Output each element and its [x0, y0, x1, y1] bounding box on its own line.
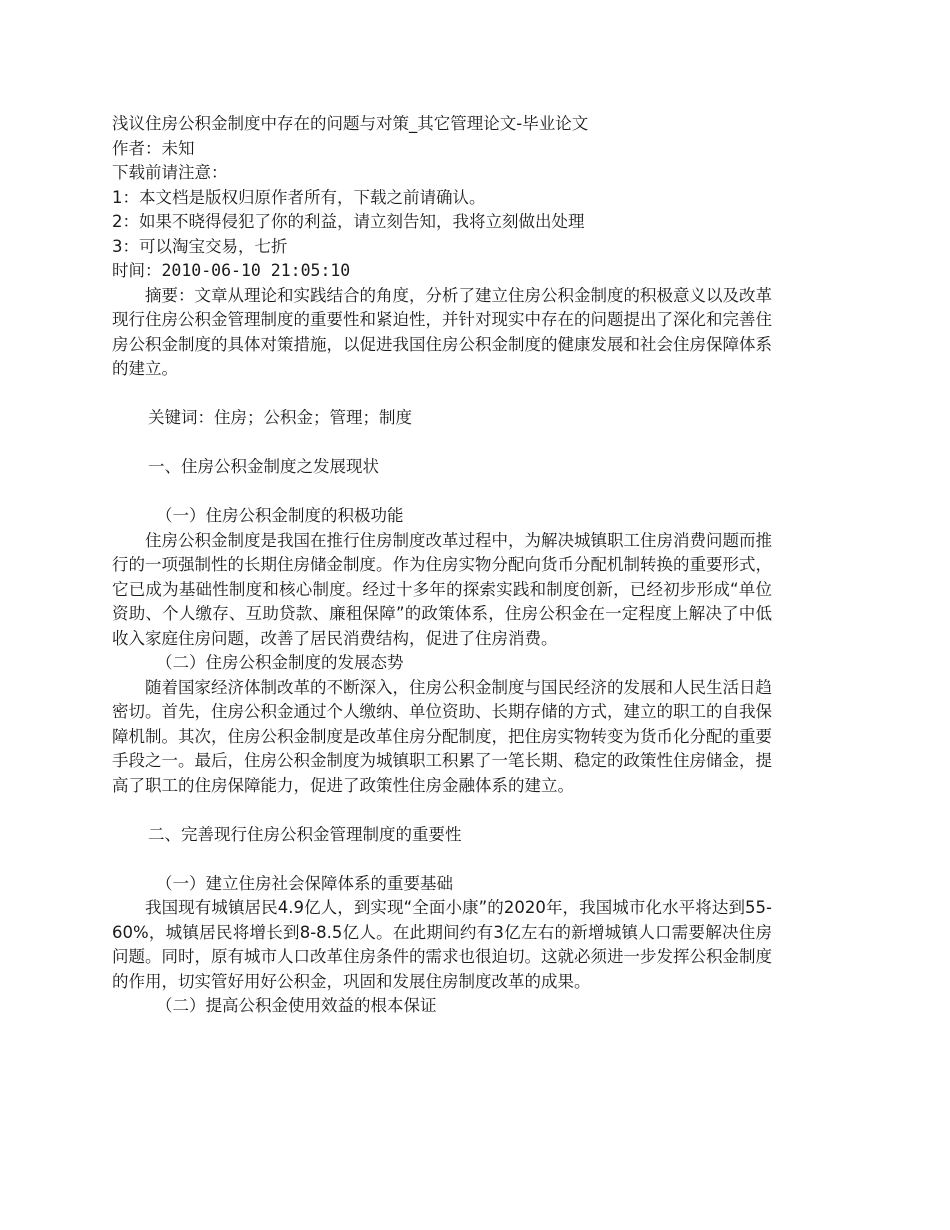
notice-item-1: 1：本文档是版权归原作者所有，下载之前请确认。: [112, 187, 486, 207]
spacer: [112, 798, 772, 823]
notice-item-3: 3：可以淘宝交易，七折: [112, 236, 288, 256]
spacer: [112, 847, 772, 872]
timestamp-line: 时间：2010-06-10 21:05:10: [112, 261, 351, 280]
document-title: 浅议住房公积金制度中存在的问题与对策_其它管理论文-毕业论文: [112, 114, 589, 133]
author-line: 作者：未知: [112, 138, 195, 158]
body-paragraph-2-1: 我国现有城镇居民4.9亿人，到实现“全面小康”的2020年，我国城市化水平将达到55-60%，城镇居民将增长到8-8.5亿人。在此期间约有3亿左右的新增城镇人口需要解决住房问题。同时，原有城市人口改革住房条件的需求也很迫切。这就必须进一步发挥公积金制度的作用，切实管好用好公积金，巩固和发展住房制度改革的成果。: [112, 898, 772, 991]
notice-item-2: 2：如果不晓得侵犯了你的利益，请立刻告知，我将立刻做出处理: [112, 212, 585, 231]
document-page: [112, 112, 772, 1019]
body-paragraph-1-1: 住房公积金制度是我国在推行住房制度改革过程中，为解决城镇职工住房消费问题而推行的一项强制性的长期住房储金制度。作为住房实物分配向货币分配机制转换的重要形式，它已成为基础性制度和核心制度。经过十多年的探索实践和制度创新，已经初步形成“单位资助、个人缴存、互助贷款、廉租保障”的政策体系，住房公积金在一定程度上解决了中低收入家庭住房问题，改善了居民消费结构，促进了住房消费。: [112, 530, 772, 648]
notice-title: 下载前请注意：: [112, 163, 228, 182]
abstract-paragraph: 摘要：文章从理论和实践结合的角度，分析了建立住房公积金制度的积极意义以及改革现行住房公积金管理制度的重要性和紧迫性，并针对现实中存在的问题提出了深化和完善住房公积金制度的具体对策措施，以促进我国住房公积金制度的健康发展和社会住房保障体系的建立。: [112, 285, 772, 378]
section-heading-1: 一、住房公积金制度之发展现状: [148, 457, 379, 476]
subsection-heading-1-1: （一）住房公积金制度的积极功能: [156, 506, 404, 525]
subsection-heading-1-2: （二）住房公积金制度的发展态势: [156, 653, 404, 672]
subsection-heading-2-2: （二）提高公积金使用效益的根本保证: [156, 996, 437, 1015]
spacer: [112, 431, 772, 456]
body-paragraph-1-2: 随着国家经济体制改革的不断深入，住房公积金制度与国民经济的发展和人民生活日趋密切。首先，住房公积金通过个人缴纳、单位资助、长期存储的方式，建立的职工的自我保障机制。其次，住房公积金制度是改革住房分配制度，把住房实物转变为货币化分配的重要手段之一。最后，住房公积金制度为城镇职工积累了一笔长期、稳定的政策性住房储金，提高了职工的住房保障能力，促进了政策性住房金融体系的建立。: [112, 677, 772, 795]
spacer: [112, 382, 772, 407]
keywords-line: 关键词：住房；公积金；管理；制度: [148, 408, 412, 427]
subsection-heading-2-1: （一）建立住房社会保障体系的重要基础: [156, 873, 453, 893]
spacer: [112, 480, 772, 505]
section-heading-2: 二、完善现行住房公积金管理制度的重要性: [148, 824, 462, 844]
